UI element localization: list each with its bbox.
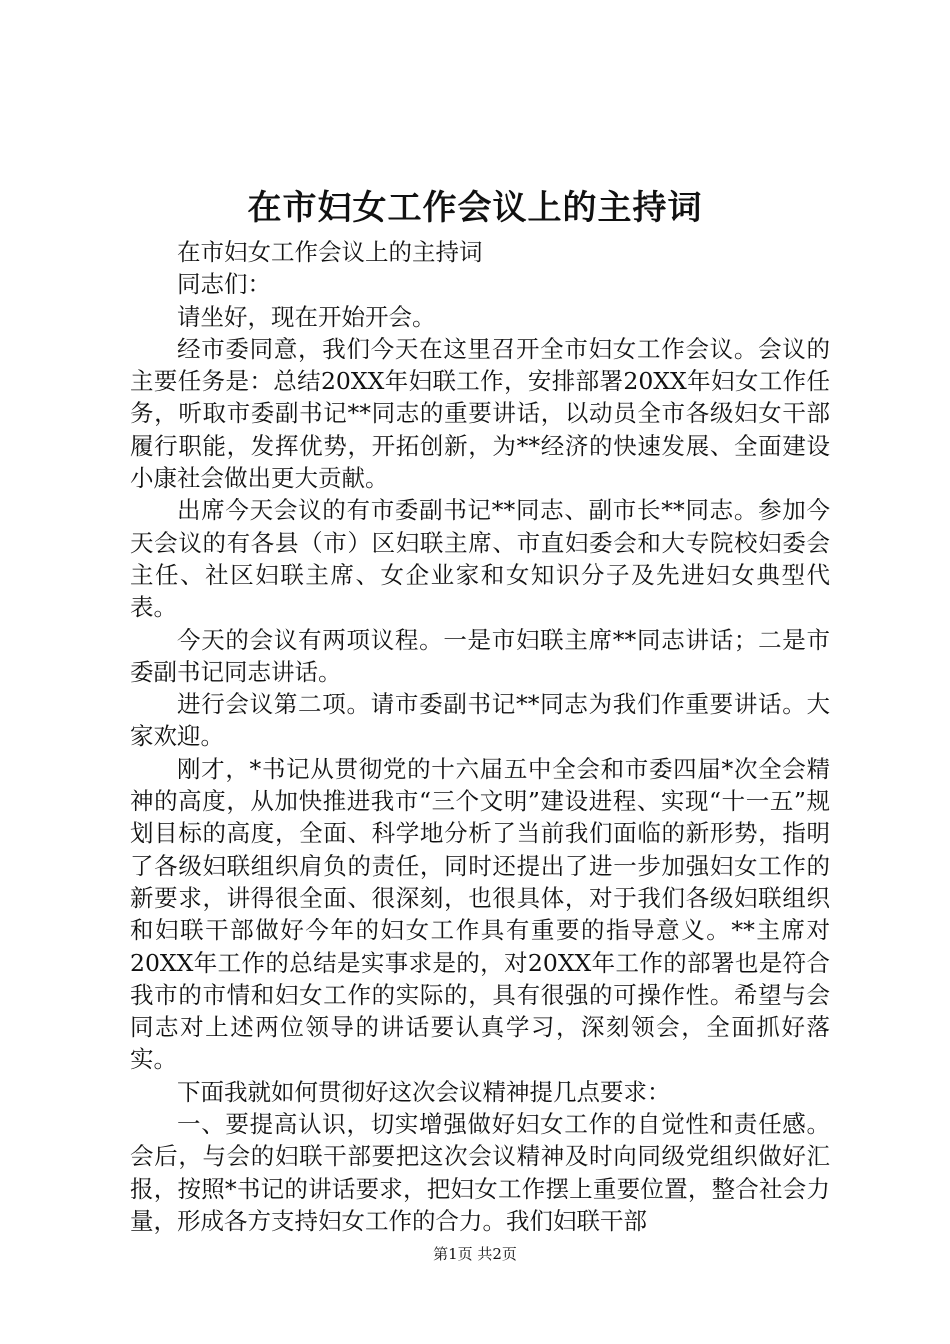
paragraph: 今天的会议有两项议程。一是市妇联主席**同志讲话；二是市委副书记同志讲话。 [130, 625, 830, 686]
paragraph: 下面我就如何贯彻好这次会议精神提几点要求： [177, 1077, 671, 1106]
paragraph: 在市妇女工作会议上的主持词 [177, 238, 483, 266]
paragraph: 刚才，*书记从贯彻党的十六届五中全会和市委四届*次全会精神的高度，从加快推进我市“三个文明”建设进程、实现“十一五”规划目标的高度，全面、科学地分析了当前我们面临的新形势，指明了各级妇联组织肩负的责任，同时还提出了进一步加强妇女工作的新要求，讲得很全面、很深刻，也很具体，对于我们各级妇联组织和妇联干部做好今年的妇女工作具有重要的指导意义。**主席对20XX年工作的总结是实事求是的，对20XX年工作的部署也是符合我市的市情和妇女工作的实际的，具有很强的可操作性。希望与会同志对上述两位领导的讲话要认真学习，深刻领会，全面抓好落实。 [130, 754, 830, 1074]
paragraph: 经市委同意，我们今天在这里召开全市妇女工作会议。会议的主要任务是：总结20XX年妇联工作，安排部署20XX年妇女工作任务，听取市委副书记**同志的重要讲话，以动员全市各级妇女干部履行职能，发挥优势，开拓创新，为**经济的快速发展、全面建设小康社会做出更大贡献。 [130, 334, 830, 493]
paragraph: 进行会议第二项。请市委副书记**同志为我们作重要讲话。大家欢迎。 [130, 690, 830, 751]
paragraph: 请坐好，现在开始开会。 [177, 302, 436, 331]
paragraph: 出席今天会议的有市委副书记**同志、副市长**同志。参加今天会议的有各县（市）区妇联主席、市直妇委会和大专院校妇委会主任、社区妇联主席、女企业家和女知识分子及先进妇女典型代表。 [130, 496, 830, 622]
document-body [130, 236, 830, 1237]
paragraph: 同志们： [177, 270, 271, 299]
document-title: 在市妇女工作会议上的主持词 [247, 188, 703, 228]
page-footer: 第1页 共2页 [433, 1245, 517, 1263]
paragraph: 一、要提高认识，切实增强做好妇女工作的自觉性和责任感。会后，与会的妇联干部要把这次会议精神及时向同级党组织做好汇报，按照*书记的讲话要求，把妇女工作摆上重要位置，整合社会力量，形成各方支持妇女工作的合力。我们妇联干部 [130, 1110, 830, 1235]
